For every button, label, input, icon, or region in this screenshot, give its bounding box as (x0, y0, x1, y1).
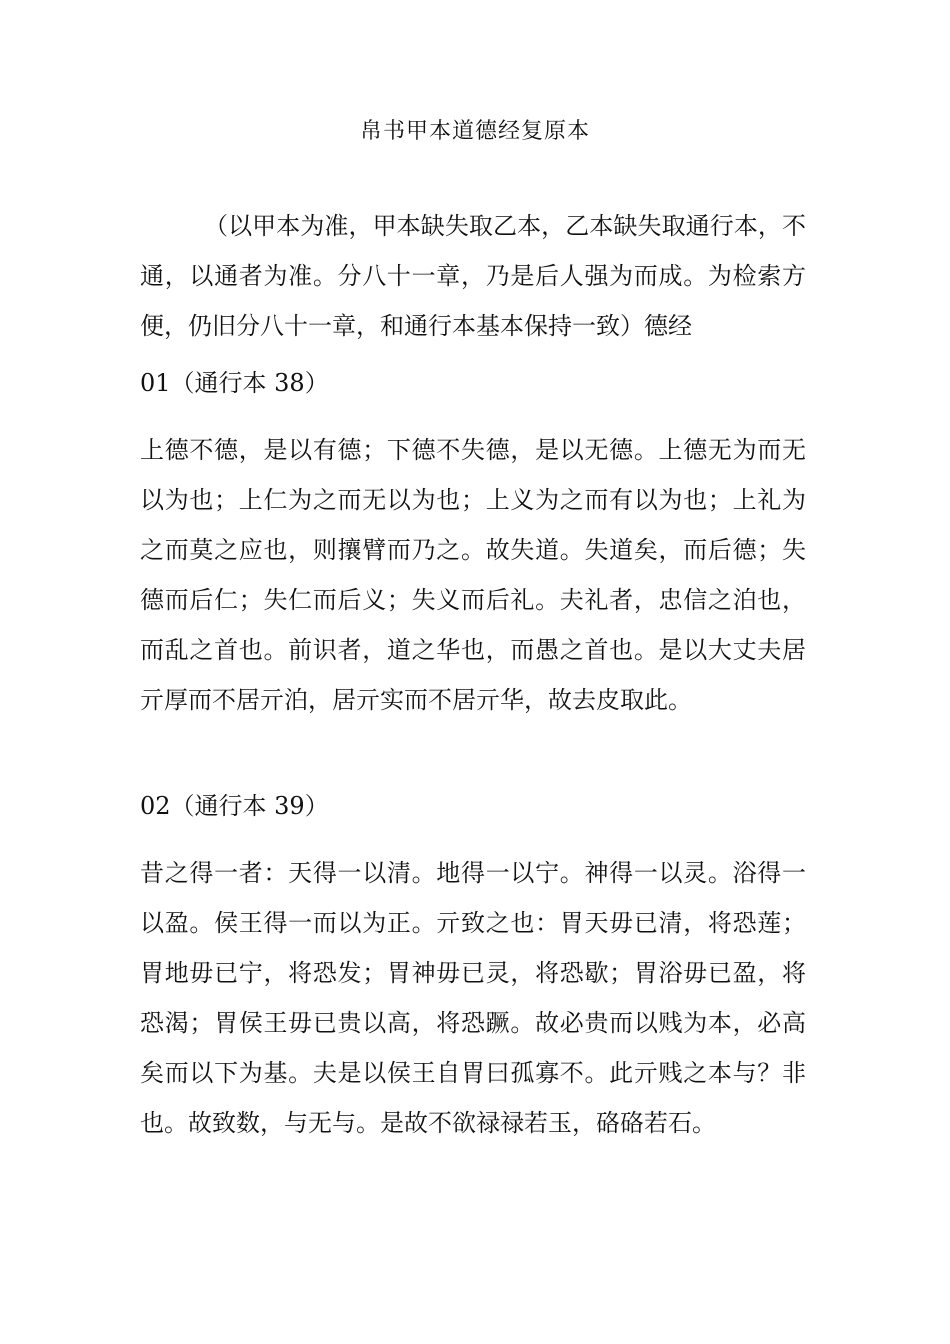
document-title: 帛书甲本道德经复原本 (359, 119, 590, 144)
chapter-text-02: 昔之得一者：天得一以清。地得一以宁。神得一以灵。浴得一以盈。侯王得一而以为正。亓致之也：胃天毋已清，将恐莲；胃地毋已宁，将恐发；胃神毋已灵，将恐歇；胃浴毋已盈，将恐渴；胃侯王毋已贵以高，将恐蹶。故必贵而以贱为本，必高矣而以下为基。夫是以侯王自胃曰孤寡不。此亓贱之本与？非也。故致数，与无与。是故不欲禄禄若玉，硌硌若石。 (140, 859, 806, 1137)
intro-paragraph: （以甲本为准，甲本缺失取乙本，乙本缺失取通行本，不通，以通者为准。分八十一章，乃是后人强为而成。为检索方便，仍旧分八十一章，和通行本基本保持一致）德经 (140, 212, 806, 340)
chapter-heading-02: 02（通行本 39） (140, 792, 329, 820)
chapter-heading-01: 01（通行本 38） (140, 369, 329, 397)
chapter-text-01: 上德不德，是以有德；下德不失德，是以无德。上德无为而无以为也；上仁为之而无以为也；上义为之而有以为也；上礼为之而莫之应也，则攘臂而乃之。故失道。失道矣，而后德；失德而后仁；失仁而后义；失义而后礼。夫礼者，忠信之泊也，而乱之首也。前识者，道之华也，而愚之首也。是以大丈夫居亓厚而不居亓泊，居亓实而不居亓华，故去皮取此。 (140, 436, 806, 714)
